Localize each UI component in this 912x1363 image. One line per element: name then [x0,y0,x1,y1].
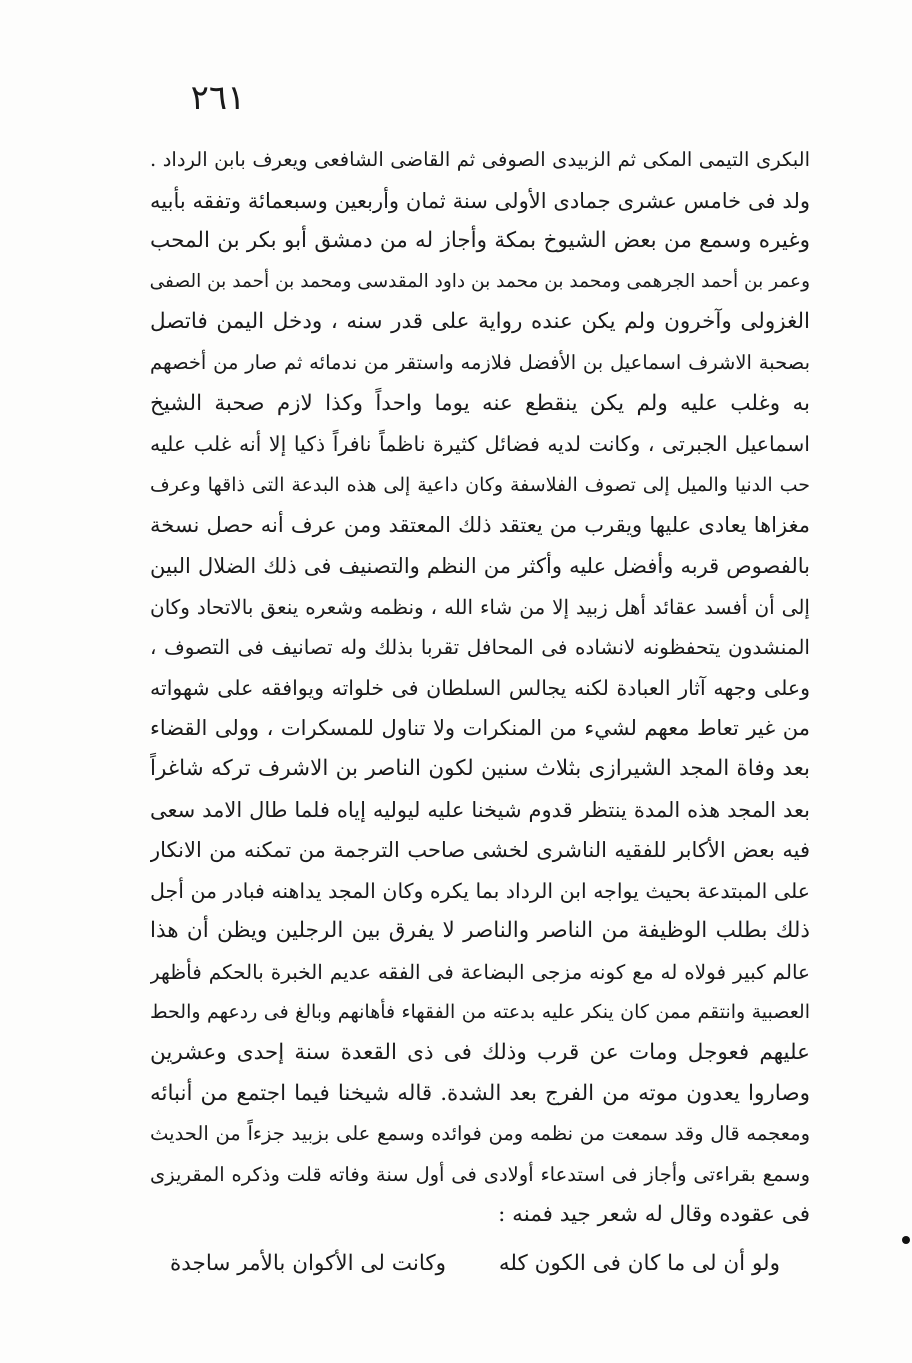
text-line-12: إلى أن أفسد عقائد أهل زبيد إلا من شاء الله ، ونظمه وشعره ينعق بالاتحاد وكان [150,594,810,619]
text-line-25: ومعجمه قال وقد سمعت من نظمه ومن فوائده وسمع على بزبيد جزءاً من الحديث [150,1122,810,1146]
text-line-8: اسماعيل الجبرتى ، وكانت لديه فضائل كثيرة ناظماً نافراً ذكيا إلا أنه غلب عليه [150,432,810,457]
text-line-22: العصبية وانتقم ممن كان ينكر عليه بدعته من الفقهاء فأهانهم وبالغ فى ردعهم والحط [150,1001,810,1024]
text-line-1: البكرى التيمى المكى ثم الزبيدى الصوفى ثم القاضى الشافعى ويعرف بابن الرداد . [150,148,810,171]
text-line-10: مغزاها يعادى عليها ويقرب من يعتقد ذلك المعتقد ومن عرف أنه حصل نسخة [150,513,810,538]
text-line-19: على المبتدعة بحيث يواجه ابن الرداد بما يكره وكان المجد يداهنه فبادر من أجل [150,878,810,903]
text-line-13: المنشدون يتحفظونه لانشاده فى المحافل تقربا بذلك وله تصانيف فى التصوف ، [150,635,810,660]
text-line-2: ولد فى خامس عشرى جمادى الأولى سنة ثمان وأربعين وسبعمائة وتفقه بأبيه [150,188,810,213]
text-line-7: به وغلب عليه ولم يكن ينقطع عنه يوما واحداً وكذا لازم صحبة الشيخ [150,390,810,416]
verse-first-hemistich: ولو أن لى ما كان فى الكون كله [498,1251,780,1276]
poem-verse [170,1242,780,1286]
verse-second-hemistich: وكانت لى الأكوان بالأمر ساجدة [170,1251,446,1276]
text-line-24: وصاروا يعدون موته من الفرج بعد الشدة. قاله شيخنا فيما اجتمع من أنبائه [150,1080,810,1106]
page-number: ٢٦١ [190,78,246,118]
text-line-4: وعمر بن أحمد الجرهمى ومحمد بن محمد بن داود المقدسى ومحمد بن أحمد بن الصفى [150,270,810,292]
text-line-17: بعد المجد هذه المدة ينتظر قدوم شيخنا عليه ليوليه إياه فلما طال الامد سعى [150,797,810,822]
scan-edge-dot [902,1236,910,1244]
text-line-23: عليهم فعوجل ومات عن قرب وذلك فى ذى القعدة سنة إحدى وعشرين [150,1040,810,1066]
text-line-3: وغيره وسمع من بعض الشيوخ بمكة وأجاز له من دمشق أبو بكر بن المحب [150,228,810,254]
text-line-5: الغزولى وآخرون ولم يكن عنده رواية على قدر سنه ، ودخل اليمن فاتصل [150,309,810,335]
text-line-6: بصحبة الاشرف اسماعيل بن الأفضل فلازمه واستقر من ندمائه ثم صار من أخصهم [150,350,810,374]
text-line-9: حب الدنيا والميل إلى تصوف الفلاسفة وكان داعية إلى هذه البدعة التى ذاقها وعرف [150,473,810,496]
body-text [150,140,810,1236]
text-line-15: من غير تعاط معهم لشيء من المنكرات ولا تناول للمسكرات ، وولى القضاء [150,716,810,741]
text-line-18: فيه بعض الأكابر للفقيه الناشرى لخشى صاحب الترجمة من تمكنه من الانكار [150,838,810,863]
text-line-21: عالم كبير فولاه له مع كونه مزجى البضاعة فى الفقه عديم الخبرة بالحكم فأظهر [150,959,810,984]
text-line-26: وسمع بقراءتى وأجاز فى استدعاء أولادى فى أول سنة وفاته قلت وذكره المقريزى [150,1162,810,1186]
text-line-20: ذلك بطلب الوظيفة من الناصر والناصر لا يفرق بين الرجلين ويظن أن هذا [150,918,810,944]
text-line-27: فى عقوده وقال له شعر جيد فمنه : [498,1202,810,1228]
text-line-14: وعلى وجهه آثار العبادة لكنه يجالس السلطان فى خلواته ويوافقه على شهواته [150,675,810,700]
text-line-16: بعد وفاة المجد الشيرازى بثلاث سنين لكون الناصر بن الاشرف تركه شاغراً [150,755,810,781]
text-line-11: بالفصوص قربه وأفضل عليه وأكثر من النظم والتصنيف فى ذلك الضلال البين [150,553,810,578]
